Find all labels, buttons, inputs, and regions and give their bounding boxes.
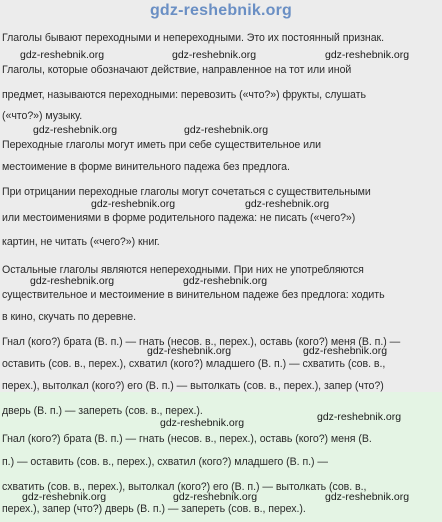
text-line: перех.), вытолкал (кого?) его (В. п.) — вытолкать (сов. в., перех.), запер (что?) bbox=[2, 380, 384, 392]
watermark: gdz-reshebnik.org bbox=[184, 124, 269, 136]
text-line: оставить (сов. в., перех.), схватил (кого?) младшего (В. п.) — схватить (сов. в., bbox=[2, 358, 386, 370]
text-line: При отрицании переходные глаголы могут сочетаться с существительными bbox=[2, 186, 371, 198]
text-line: Глаголы бывают переходными и непереходными. Это их постоянный признак. bbox=[2, 32, 385, 44]
watermark: gdz-reshebnik.org bbox=[160, 417, 245, 429]
watermark: gdz-reshebnik.org bbox=[30, 275, 115, 287]
text-line: Глаголы, которые обозначают действие, направленное на тот или иной bbox=[2, 64, 352, 76]
answer-line: перех.), запер (что?) дверь (В. п.) — запереть (сов. в., перех.). bbox=[2, 503, 306, 515]
text-line: в кино, скучать по деревне. bbox=[2, 311, 136, 323]
text-line: предмет, называются переходными: перевозить («что?») фрукты, слушать bbox=[2, 89, 366, 101]
watermark: gdz-reshebnik.org bbox=[245, 198, 330, 210]
text-line: («что?») музыку. bbox=[2, 110, 83, 122]
watermark: gdz-reshebnik.org bbox=[317, 411, 402, 423]
watermark: gdz-reshebnik.org bbox=[172, 49, 257, 61]
text-line: или местоимениями в форме родительного падежа: не писать («чего?») bbox=[2, 212, 356, 224]
text-line: существительное и местоимение в винительном падеже без предлога: ходить bbox=[2, 289, 385, 301]
answer-line: схватить (сов. в., перех.), вытолкал (кого?) его (В. п.) — вытолкать (сов. в., bbox=[2, 481, 367, 493]
watermark: gdz-reshebnik.org bbox=[303, 345, 388, 357]
text-line: Гнал (кого?) брата (В. п.) — гнать (несов. в., перех.), оставь (кого?) меня (В. п.) — bbox=[2, 336, 401, 348]
text-line: картин, не читать («чего?») книг. bbox=[2, 236, 160, 248]
site-title: gdz-reshebnik.org bbox=[149, 2, 293, 19]
watermark: gdz-reshebnik.org bbox=[20, 49, 105, 61]
watermark: gdz-reshebnik.org bbox=[22, 491, 107, 503]
answer-line: Гнал (кого?) брата (В. п.) — гнать (несов. в., перех.), оставь (кого?) меня (В. bbox=[2, 433, 372, 445]
text-line: местоимение в форме винительного падежа без предлога. bbox=[2, 161, 290, 173]
text-line: Переходные глаголы могут иметь при себе существительное или bbox=[2, 139, 322, 151]
watermark: gdz-reshebnik.org bbox=[325, 491, 410, 503]
watermark: gdz-reshebnik.org bbox=[147, 345, 232, 357]
text-line: Остальные глаголы являются непереходными. При них не употребляются bbox=[2, 264, 364, 276]
watermark: gdz-reshebnik.org bbox=[183, 275, 268, 287]
watermark: gdz-reshebnik.org bbox=[33, 124, 118, 136]
watermark: gdz-reshebnik.org bbox=[325, 49, 410, 61]
watermark: gdz-reshebnik.org bbox=[173, 491, 258, 503]
watermark: gdz-reshebnik.org bbox=[91, 198, 176, 210]
answer-line: п.) — оставить (сов. в., перех.), схватил (кого?) младшего (В. п.) — bbox=[2, 456, 328, 468]
text-line: дверь (В. п.) — запереть (сов. в., перех.). bbox=[2, 405, 203, 417]
